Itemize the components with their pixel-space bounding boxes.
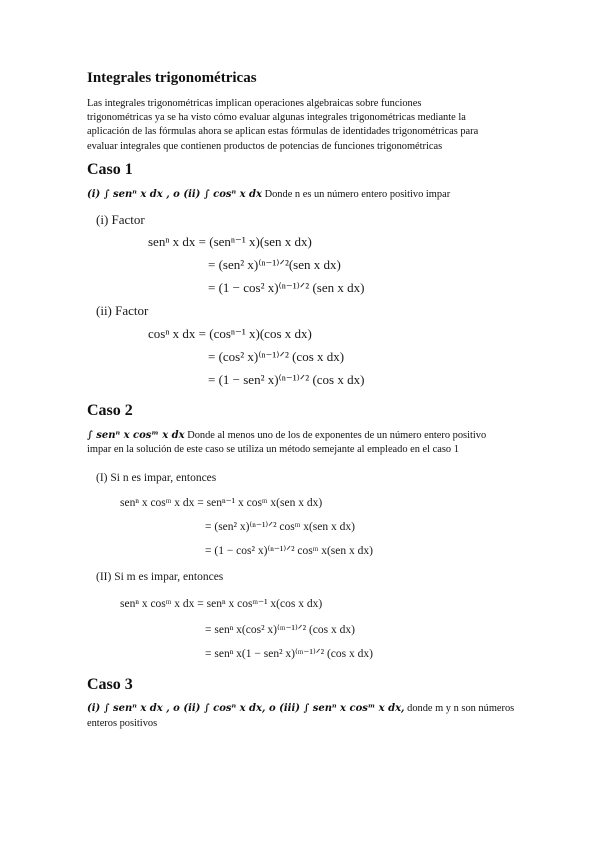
caso1-eq-i-2: = (sen² x)⁽ⁿ⁻¹⁾ᐟ²(sen x dx) [208, 257, 341, 272]
caso1-eq-i-1: senⁿ x dx = (senⁿ⁻¹ x)(sen x dx) [148, 234, 312, 249]
intro-line: evaluar integrales que contienen productos de potencias de funciones trigonométricas [87, 140, 443, 152]
caso2-text-2: impar en la solución de este caso se utiliza un método semejante al empleado en el caso 1 [87, 444, 459, 455]
caso1-eq-i-3: = (1 − cos² x)⁽ⁿ⁻¹⁾ᐟ² (sen x dx) [208, 280, 365, 295]
caso1-statement [87, 189, 450, 200]
caso3-text-1: donde m y n son números [407, 703, 515, 714]
caso2-heading: Caso 2 [87, 402, 133, 419]
caso2-formula: ∫ senⁿ x cosᵐ x dx [87, 430, 185, 441]
caso3-formula: (i) ∫ senⁿ x dx , o (ii) ∫ cosⁿ x dx, o (iii) ∫ senⁿ x cosᵐ x dx, [87, 703, 405, 714]
caso2-eq-ii-1: senⁿ x cosᵐ x dx = senⁿ x cosᵐ⁻¹ x(cos x dx) [120, 598, 323, 610]
caso3-heading: Caso 3 [87, 676, 133, 693]
caso1-eq-ii-2: = (cos² x)⁽ⁿ⁻¹⁾ᐟ² (cos x dx) [208, 349, 345, 364]
caso1-label-ii: (ii) Factor [96, 303, 149, 318]
caso2-label-ii: (II) Si m es impar, entonces [96, 571, 224, 583]
caso2-eq-i-1: senⁿ x cosᵐ x dx = senⁿ⁻¹ x cosᵐ x(sen x dx) [120, 497, 323, 509]
caso3-statement-line1 [87, 703, 514, 714]
caso1-eq-ii-3: = (1 − sen² x)⁽ⁿ⁻¹⁾ᐟ² (cos x dx) [208, 372, 365, 387]
caso3-text-2: enteros positivos [87, 718, 158, 729]
page-title: Integrales trigonométricas [87, 70, 257, 86]
caso2-label-i: (I) Si n es impar, entonces [96, 472, 217, 484]
caso2-statement-line1 [87, 430, 486, 441]
caso1-formula: (i) ∫ senⁿ x dx , o (ii) ∫ cosⁿ x dx [87, 189, 262, 200]
caso2-eq-i-2: = (sen² x)⁽ⁿ⁻¹⁾ᐟ² cosᵐ x(sen x dx) [205, 521, 355, 533]
caso1-heading: Caso 1 [87, 161, 133, 178]
caso2-eq-ii-2: = senⁿ x(cos² x)⁽ᵐ⁻¹⁾ᐟ² (cos x dx) [205, 624, 355, 636]
caso2-eq-ii-3: = senⁿ x(1 − sen² x)⁽ᵐ⁻¹⁾ᐟ² (cos x dx) [205, 648, 373, 660]
caso1-label-i: (i) Factor [96, 212, 145, 227]
intro-line: trigonométricas ya se ha visto cómo evaluar algunas integrales trigonométricas mediante la [87, 112, 466, 124]
caso1-text: Donde n es un número entero positivo impar [264, 189, 451, 200]
caso2-eq-i-3: = (1 − cos² x)⁽ⁿ⁻¹⁾ᐟ² cosᵐ x(sen x dx) [205, 545, 373, 557]
caso1-eq-ii-1: cosⁿ x dx = (cosⁿ⁻¹ x)(cos x dx) [148, 326, 312, 341]
intro-line: aplicación de las fórmulas ahora se aplican estas fórmulas de identidades trigonométricas para [87, 126, 479, 138]
intro-paragraph [87, 97, 517, 154]
intro-line: Las integrales trigonométricas implican operaciones algebraicas sobre funciones [87, 98, 422, 109]
caso2-text-1: Donde al menos uno de los de exponentes de un número entero positivo [187, 430, 487, 441]
